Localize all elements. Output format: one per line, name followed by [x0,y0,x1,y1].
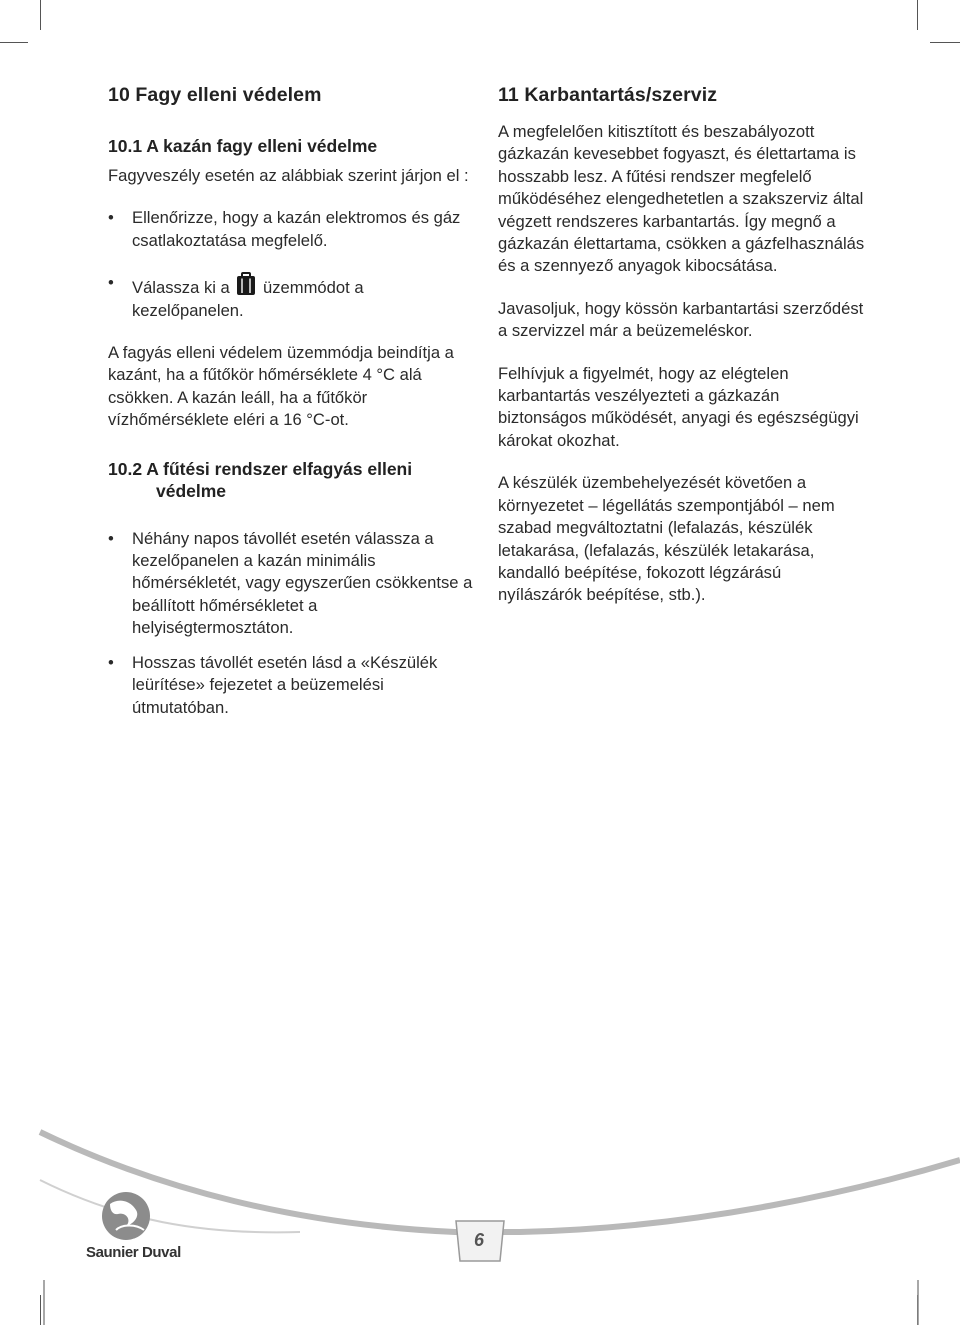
maintenance-paragraph-3: Felhívjuk a figyelmét, hogy az elégtelen karbantartás veszélyezteti a gázkazán biztonságos működését, anyagi és egészségügyi károkat okozhat. [498,363,859,450]
maintenance-paragraph-4: A készülék üzembehelyezését követően a környezetet – légellátás szempontjából – nem szabad megváltoztatni (lefalazás, készülék letakarása, (lefalazás, készülék letakarása, kandalló beépítése, fokozott légzárású nyílászárók beépítése, stb.). [498,473,835,605]
left-column [108,84,478,739]
brand-name: Saunier Duval [86,1244,181,1261]
bullet-icon: • [108,528,114,548]
list-item [108,207,478,252]
saunier-duval-bird-logo [96,1190,158,1242]
intro-text: Fagyveszély esetén az alábbiak szerint járjon el : [108,166,469,185]
crop-mark [0,42,28,43]
right-column [498,84,868,627]
list-item [108,652,478,719]
maintenance-paragraph-2: Javasoljuk, hogy kössön karbantartási szerződést a szervizzel már a beüzemeléskor. [498,298,864,341]
bullet-icon: • [108,273,114,293]
bullet-list-2 [108,528,478,719]
list-item [108,528,478,640]
bullet-icon: • [108,652,114,672]
frost-protection-paragraph: A fagyás elleni védelem üzemmódja beindítja a kazánt, ha a fűtőkör hőmérséklete 4 °C alá csökken. A kazán leáll, ha a fűtőkör vízhőmérséklete eléri a 16 °C-ot. [108,343,454,430]
crop-mark [917,0,918,30]
crop-mark [40,0,41,30]
bullet-list-1 [108,207,478,322]
section-10-heading: 10 Fagy elleni védelem [108,84,322,106]
maintenance-paragraph-1: A megfelelően kitisztított és beszabályozott gázkazán kevesebbet fogyaszt, és élettartama is hosszabb lesz. A fűtési rendszer megfelelő működéséhez elengedhetetlen a szakszerviz által végzett rendszeres karbantartás. Így megnő a gázkazán élettartama, csökken a gázfelhasználás és a szennyező anyagok kibocsátása. [498,122,865,276]
list-item-text-before: Válassza ki a [132,278,230,298]
bullet-icon: • [108,208,114,228]
crop-mark [930,42,960,43]
subsection-10-1-heading: 10.1 A kazán fagy elleni védelme [108,136,378,156]
list-item-text: Néhány napos távollét esetén válassza a kezelőpanelen a kazán minimális hőmérsékletét, vagy egyszerűen csökkentse a beállított hőmérsékletet a helyiségtermosztáton. [132,528,473,638]
page-number: 6 [473,1230,484,1250]
list-item-text: Hosszas távollét esetén lásd a «Készülék leürítése» fejezetet a beüzemelési útmutatóban. [132,652,438,717]
section-11-heading: 11 Karbantartás/szerviz [498,84,718,106]
list-item-text-after: üzemmódot a kezelőpanelen. [132,278,364,320]
list-item [108,272,478,322]
subsection-10-2-heading: 10.2 A fűtési rendszer elfagyás elleni védelme [108,458,413,501]
list-item-text: Ellenőrizze, hogy a kazán elektromos és gáz csatlakoztatása megfelelő. [132,208,461,250]
suitcase-icon [236,272,256,296]
